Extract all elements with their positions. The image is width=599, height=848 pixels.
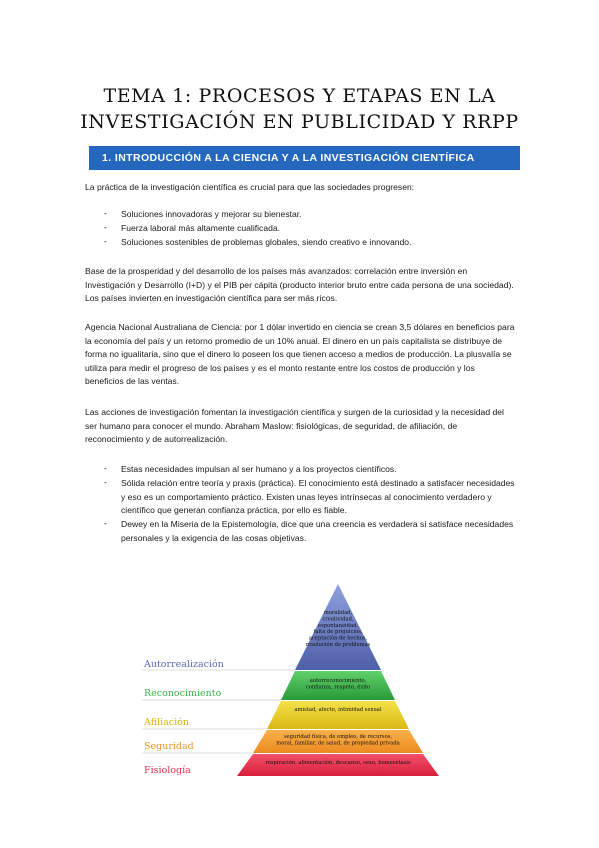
pyramid-description-line: aceptación de hechos, <box>308 635 368 642</box>
document-title-line2: INVESTIGACIÓN EN PUBLICIDAD Y RRPP <box>80 111 519 133</box>
section-heading-banner <box>89 146 520 170</box>
paragraph-maslow: Las acciones de investigación fomentan la investigación científica y surgen de la curiosidad y la necesidad del ser humano para conocer el mundo. Abraham Maslow: fisiológicas, de seguridad, de afiliación, de reconocimiento y de autorrealización. <box>85 407 504 445</box>
paragraph-prosperity: Base de la prosperidad y del desarrollo de los países más avanzados: correlación entre inversión en Investigación y Desarrollo (I+D) y el PIB per cápita (producto interior bruto entre cada persona de una sociedad). Los países invierten en investigación científica para ser más ricos. <box>85 266 514 304</box>
list-item: Soluciones innovadoras y mejorar su bienestar. <box>121 209 302 219</box>
bullet-marker: - <box>104 222 107 232</box>
pyramid-level-belonging <box>267 701 409 729</box>
pyramid-description-line: creatividad, <box>322 616 354 623</box>
pyramid-description-line: falta de prejuicios, <box>313 629 363 636</box>
pyramid-description-line: respiración, alimentación, descanso, sexo, homeostasis <box>265 760 411 766</box>
list-item: Estas necesidades impulsan al ser humano y a los proyectos científicos. <box>121 464 397 474</box>
pyramid-description-line: moral, familiar, de salud, de propiedad privada <box>276 740 400 747</box>
section-heading: 1. INTRODUCCIÓN A LA CIENCIA Y A LA INVESTIGACIÓN CIENTÍFICA <box>102 152 475 164</box>
pyramid-description-line: amistad, afecto, intimidad sexual <box>294 707 382 713</box>
pyramid-description-line: seguridad física, de empleo, de recursos, <box>283 734 393 740</box>
pyramid-description-line: autorreconocimiento, <box>309 678 367 684</box>
pyramid-description-line: confianza, respeto, éxito <box>305 684 371 691</box>
bullet-marker: - <box>104 236 107 246</box>
maslow-pyramid-figure <box>142 578 464 778</box>
pyramid-description-line: resolución de problemas <box>305 642 371 648</box>
list-item: Soluciones sostenibles de problemas globales, siendo creativo e innovando. <box>121 237 412 247</box>
level-label-safety: Seguridad <box>144 741 194 752</box>
bullet-marker: - <box>104 463 107 473</box>
level-label-esteem: Reconocimiento <box>144 688 222 699</box>
list-item: Fuerza laboral más altamente cualificada. <box>121 223 281 233</box>
bullet-marker: - <box>104 518 107 528</box>
level-label-belonging: Afiliación <box>144 717 189 728</box>
document-title-line1: TEMA 1: PROCESOS Y ETAPAS EN LA <box>103 85 496 107</box>
bullet-marker: - <box>104 477 107 487</box>
bullet-marker: - <box>104 208 107 218</box>
paragraph-intro: La práctica de la investigación científica es crucial para que las sociedades progresen: <box>85 182 415 192</box>
paragraph-agency: Agencia Nacional Australiana de Ciencia: por 1 dólar invertido en ciencia se crean 3,5 dólares en beneficios para la economía del país y un retorno promedio de un 10% anual. El dinero en un país capitalista se distribuye de forma no igualitaria, sino que el dinero lo poseen los que tienen acceso a medios de producción. La plusvalía se utiliza para medir el progreso de los países y es el monto restante entre los costos de producción y los beneficios de las ventas. <box>85 322 515 387</box>
pyramid-description-line: moralidad, <box>323 610 353 616</box>
level-label-self-actualization: Autorrealización <box>144 659 224 670</box>
pyramid-description-line: espontaneidad, <box>317 622 359 629</box>
list-item: Dewey en la Miseria de la Epistemología, dice que una creencia es verdadera si satisface necesidades personales y la exigencia de las cosas objetivas. <box>121 519 514 543</box>
list-item: Sólida relación entre teoría y praxis (práctica). El conocimiento está destinado a satisfacer necesidades y eso es un comportamiento práctico. Existen unas leyes intrínsecas al conocimiento verdadero y científico que generan confianza práctica, por ello es fiable. <box>121 478 515 516</box>
level-label-physiological: Fisiología <box>144 765 191 776</box>
